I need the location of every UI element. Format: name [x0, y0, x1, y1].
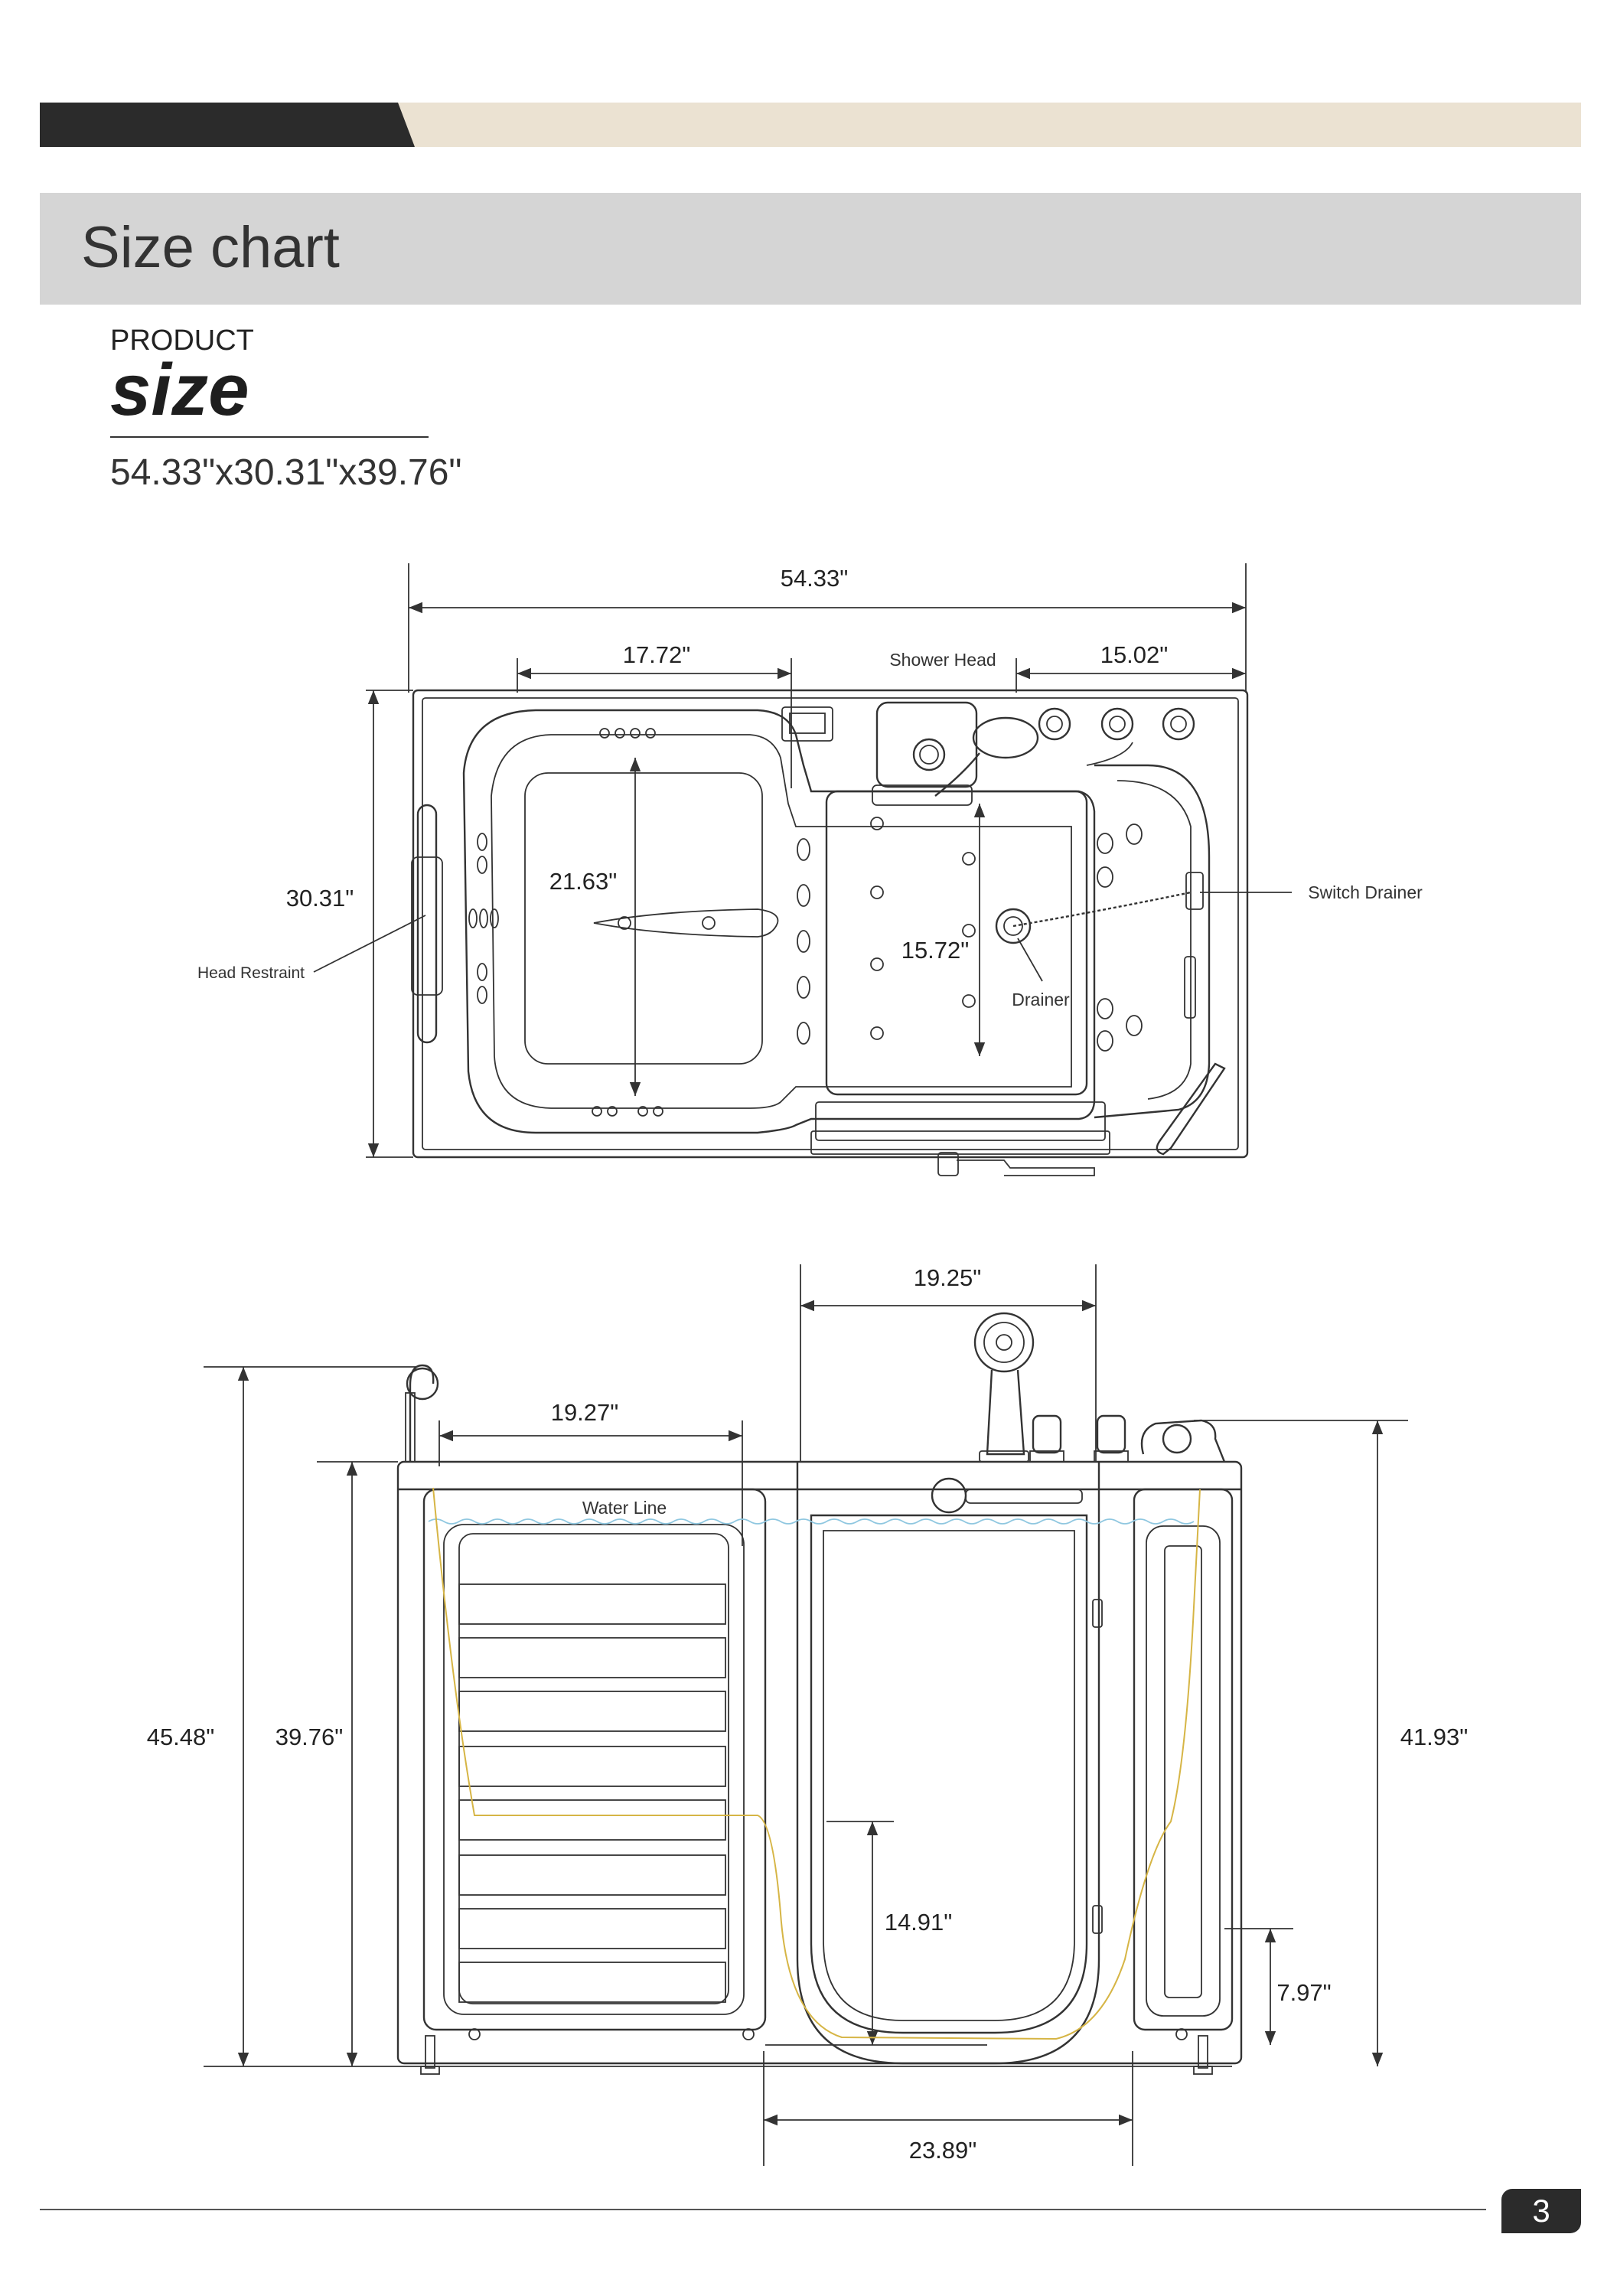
right-deck-label: 15.02" — [1100, 641, 1169, 668]
page-title: Size chart — [81, 215, 340, 280]
seat-width-label: 19.27" — [550, 1399, 619, 1426]
overall-width-label: 30.31" — [285, 885, 354, 912]
switch-drainer-label: Switch Drainer — [1308, 882, 1423, 902]
base-height-label: 7.97" — [1276, 1979, 1332, 2006]
faucet-height-label: 41.93" — [1400, 1724, 1469, 1750]
footer-rule — [40, 2209, 1486, 2210]
head-restraint-label: Head Restraint — [197, 964, 305, 982]
seat-curve — [433, 1488, 1200, 2039]
step-in-height-label: 14.91" — [884, 1909, 953, 1936]
drainer-label: Drainer — [1012, 990, 1070, 1009]
door-opening-label: 19.25" — [913, 1264, 982, 1291]
overall-size-text: 54.33"x30.31"x39.76" — [110, 452, 462, 493]
size-heading: size — [110, 349, 249, 431]
product-label: PRODUCT — [110, 325, 254, 357]
shower-head-label: Shower Head — [889, 650, 996, 670]
door-width-label: 23.89" — [908, 2137, 977, 2164]
overall-length-label: 54.33" — [780, 565, 849, 592]
top-view — [197, 563, 1423, 1176]
front-view — [147, 1264, 1469, 2166]
rim-height-label: 39.76" — [275, 1724, 344, 1750]
page-number: 3 — [1501, 2189, 1581, 2233]
shower-head-icon — [973, 718, 1038, 758]
seat-length-label: 17.72" — [622, 641, 691, 668]
water-line-label: Water Line — [582, 1498, 667, 1518]
total-height-label: 45.48" — [146, 1724, 215, 1750]
seat-depth-label: 21.63" — [549, 868, 618, 895]
foot-well-depth-label: 15.72" — [901, 937, 970, 964]
